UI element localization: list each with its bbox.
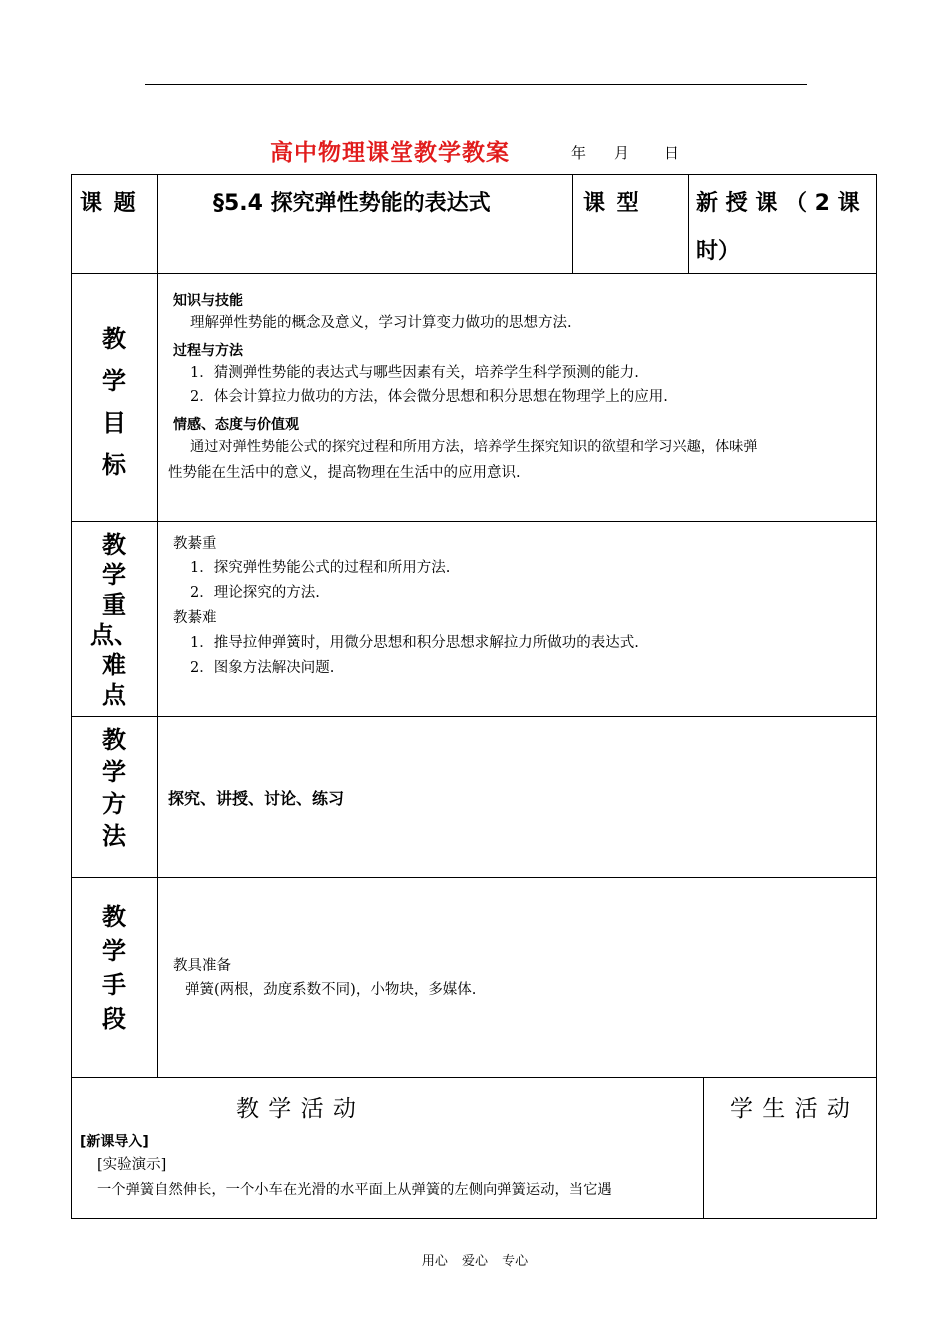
- lesson-type-value: 新 授 课 （ 2 课: [696, 191, 860, 216]
- row-divider: [71, 716, 877, 717]
- methods-text: 探究、讲授、讨论、练习: [168, 789, 345, 808]
- objective-text: 2．体会计算拉力做功的方法，体会微分思想和积分思想在物理学上的应用.: [190, 389, 668, 405]
- table-border-right: [876, 174, 877, 1219]
- subsection-heading: [实验演示]: [97, 1157, 167, 1173]
- topic-label: 课 题: [80, 191, 138, 216]
- means-text: 弹簧(两根，劲度系数不同)，小物块，多媒体.: [185, 982, 477, 998]
- column-divider: [703, 1077, 704, 1219]
- student-activity-header: 学 生 活 动: [730, 1096, 851, 1122]
- date-year: 年: [571, 144, 587, 162]
- key-point-item: 2．理论探究的方法.: [190, 585, 320, 601]
- objectives-label: 教 学 目 标: [102, 325, 126, 479]
- objective-heading: 过程与方法: [173, 343, 243, 359]
- objective-text: 通过对弹性势能公式的探究过程和所用方法，培养学生探究知识的欲望和学习兴趣，体味弹: [190, 439, 758, 455]
- objective-text: 理解弹性势能的概念及意义，学习计算变力做功的思想方法.: [190, 315, 572, 331]
- column-divider: [572, 174, 573, 274]
- teacher-activity-header: 教 学 活 动: [236, 1096, 357, 1122]
- page-title: 高中物理课堂教学教案: [270, 140, 510, 166]
- table-border-top: [71, 174, 877, 175]
- objective-heading: 知识与技能: [173, 293, 243, 309]
- means-heading: 教具准备: [173, 958, 231, 974]
- key-points-label: 教 学 重 点、 难 点: [90, 531, 138, 709]
- objective-text: 性势能在生活中的意义，提高物理在生活中的应用意识.: [168, 465, 521, 481]
- date-day: 日: [664, 144, 680, 162]
- page-footer: 用心 爱心 专心: [421, 1254, 529, 1269]
- difficult-point-item: 2．图象方法解决问题.: [190, 660, 335, 676]
- difficult-point-item: 1．推导拉伸弹簧时，用微分思想和积分思想求解拉力所做功的表达式.: [190, 635, 639, 651]
- column-divider: [688, 174, 689, 274]
- row-divider: [71, 521, 877, 522]
- table-border-bottom: [71, 1218, 877, 1219]
- row-divider: [71, 1077, 877, 1078]
- activity-text: 一个弹簧自然伸长，一个小车在光滑的水平面上从弹簧的左侧向弹簧运动，当它遇: [97, 1182, 612, 1198]
- methods-label: 教 学 方 法: [102, 726, 126, 850]
- column-divider: [157, 174, 158, 1078]
- difficult-points-heading: 教綦难: [173, 610, 217, 626]
- lesson-type-label: 课 型: [583, 191, 641, 216]
- topic-title: §5.4 探究弹性势能的表达式: [213, 191, 491, 216]
- lesson-type-value-cont: 时）: [696, 239, 741, 264]
- key-point-item: 1．探究弹性势能公式的过程和所用方法.: [190, 560, 451, 576]
- key-points-heading: 教綦重: [173, 536, 217, 552]
- means-label: 教 学 手 段: [102, 903, 126, 1033]
- section-heading: [新课导入]: [80, 1134, 149, 1150]
- row-divider: [71, 877, 877, 878]
- objective-text: 1．猜测弹性势能的表达式与哪些因素有关，培养学生科学预测的能力.: [190, 365, 639, 381]
- objective-heading: 情感、态度与价值观: [173, 417, 299, 433]
- row-divider: [71, 273, 877, 274]
- header-rule: [145, 84, 807, 85]
- date-month: 月: [614, 144, 630, 162]
